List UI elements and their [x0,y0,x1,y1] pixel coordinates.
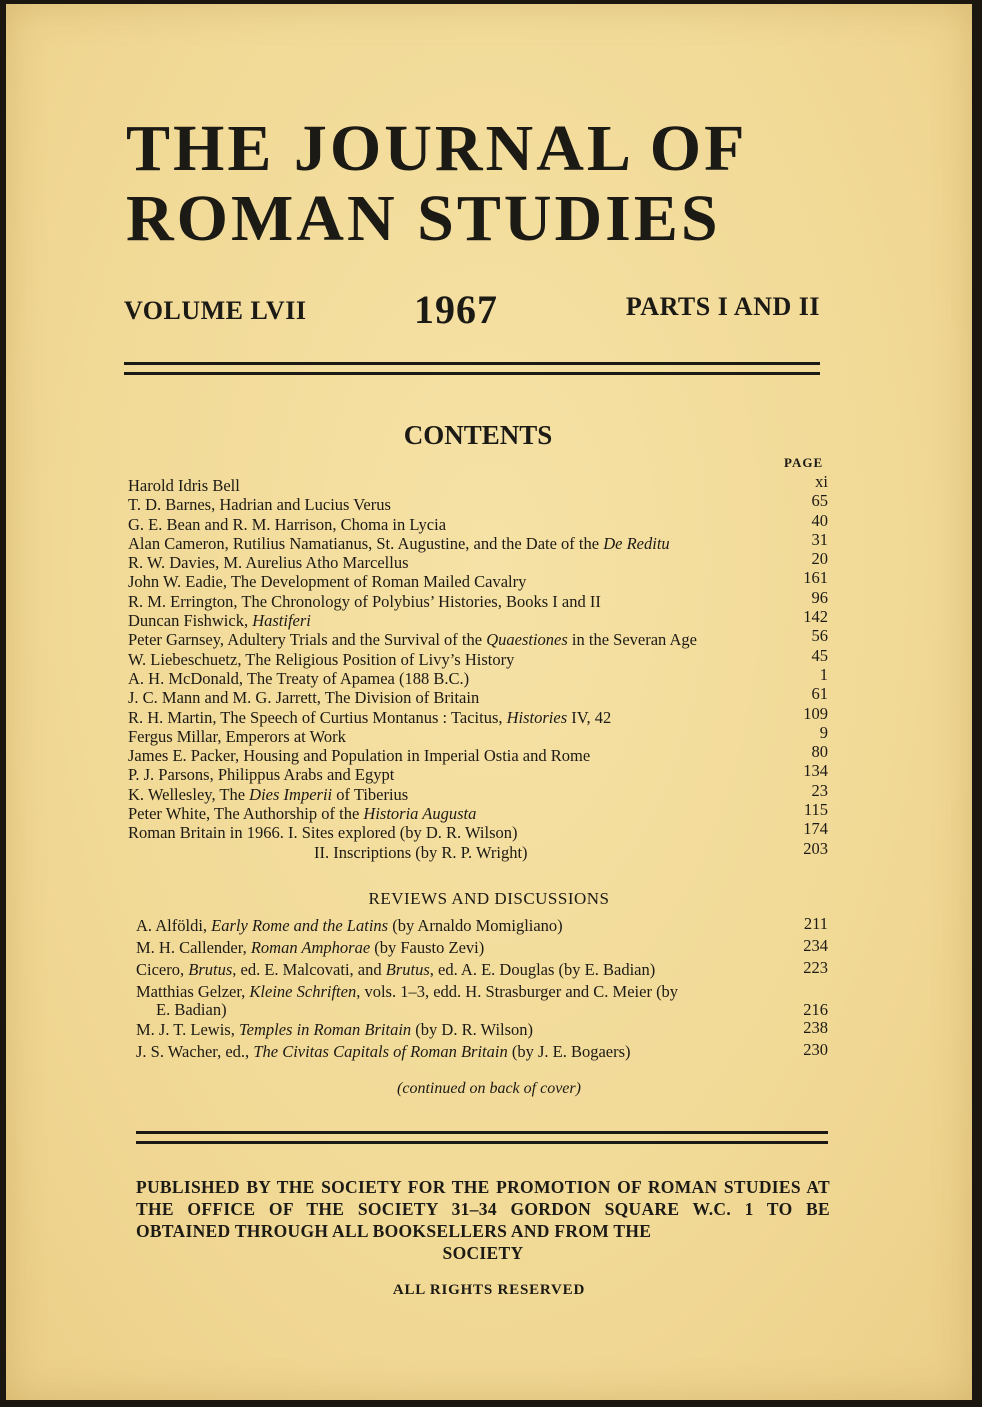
toc-entry-title [128,476,240,495]
toc-entry [128,472,828,495]
review-entry [136,982,828,1020]
toc-entry-title [128,572,526,591]
publisher-statement [136,1176,830,1264]
toc-entry-page: 142 [803,607,828,627]
toc-entry-italic: Hastiferi [252,611,311,631]
toc-entry-title [128,534,670,553]
toc-entry-title [128,785,408,804]
toc-entry-italic: De Reditu [603,533,670,553]
review-entry-title [136,916,563,935]
toc-entry [128,742,828,766]
review-entry-page: 230 [803,1040,828,1059]
toc-entry-page: 61 [811,684,828,704]
toc-entry-page: 45 [811,645,828,665]
toc-entry-italic: Histories [506,707,568,727]
toc-entry-text-tail: of Tiberius [332,784,409,804]
journal-cover [6,4,972,1400]
toc-entry [128,819,828,843]
toc-entry-title [128,746,590,765]
toc-entry-text: G. E. Bean and R. M. Harrison, Choma in Lycia [128,514,447,534]
toc-entry-title [128,515,446,534]
toc-entry-text: Alan Cameron, Rutilius Namatianus, St. Augustine, and the Date of the [128,533,604,553]
rights-notice: ALL RIGHTS RESERVED [392,1282,586,1298]
review-entry-text: (by J. E. Bogaers) [507,1042,631,1061]
toc-entry-title [128,804,476,823]
toc-entry [128,529,828,553]
toc-entry-italic: Quaestiones [486,630,568,650]
toc-entry-text: Peter White, The Authorship of the [128,804,364,824]
toc-entry [128,684,828,708]
toc-entry [128,568,828,592]
toc-entry-text: K. Wellesley, The [128,784,250,804]
review-entry-title [136,982,678,1001]
review-entry-text: , ed. E. Malcovati, and [232,960,386,979]
toc-entry-text: R. H. Martin, The Speech of Curtius Montanus : Tacitus, [128,707,507,727]
toc-entry-title [128,630,697,649]
page-column-heading: PAGE [784,455,824,470]
review-entry-italic: The Civitas Capitals of Roman Britain [253,1042,508,1061]
toc-entry-text-tail: IV, 42 [567,707,612,727]
publisher-text: PUBLISHED BY THE SOCIETY FOR THE PROMOTION OF ROMAN STUDIES AT THE OFFICE OF THE SOCIETY 31–34 GORDON SQUARE W.C. 1 TO BE OBTAINED THROUGH ALL BOOKSELLERS AND FROM THE [136,1177,830,1241]
double-rule-top [124,362,820,375]
review-entry-text: (by Arnaldo Momigliano) [388,916,563,935]
review-entry-page: 211 [803,914,828,933]
toc-entry-page: 9 [819,722,828,742]
toc-entry [128,607,828,631]
toc-entry [128,626,828,650]
toc-entry [128,664,828,688]
review-entry-italic: Brutus [385,960,430,979]
review-entry-title [136,960,655,979]
toc-entry-title [128,592,601,611]
review-entry-text: Matthias Gelzer, [136,982,250,1001]
review-entry-page: 216 [803,1000,828,1019]
review-entry-text: J. S. Wacher, ed., [136,1042,254,1061]
toc-entry [128,491,828,515]
toc-entry-title [128,650,514,669]
review-entry-text: (by Fausto Zevi) [370,938,485,957]
toc-entry-page: 174 [803,819,828,839]
toc-entry-text: James E. Packer, Housing and Population in Imperial Ostia and Rome [128,746,591,766]
toc-entry [128,510,828,534]
review-entry-title [136,1020,533,1039]
reviews-heading: REVIEWS AND DISCUSSIONS [368,889,610,908]
toc-entry-title [314,843,528,862]
review-entry [136,916,828,938]
toc-entry-title [128,553,408,572]
toc-entry-italic: Historia Augusta [363,804,477,824]
toc-entry-italic: Dies Imperii [249,784,333,804]
toc-entry-text-tail: in the Severan Age [567,630,698,650]
toc-entry-text: P. J. Parsons, Philippus Arabs and Egypt [128,765,395,785]
toc-entry-page: 80 [811,742,828,762]
toc-entry-text: Harold Idris Bell [128,476,240,495]
toc-entry-title [128,727,346,746]
review-entry-text: (by D. R. Wilson) [411,1020,534,1039]
review-entry-italic: Brutus [188,960,233,979]
toc-entry-page: 96 [811,587,828,607]
review-entry [136,1020,828,1042]
toc-entry-title [128,611,311,630]
toc-entry-page: 56 [811,626,828,646]
toc-entry-title [128,688,479,707]
publisher-text-last: SOCIETY [442,1243,524,1263]
review-entry-text: M. J. T. Lewis, [136,1020,239,1039]
toc-entry-text: Peter Garnsey, Adultery Trials and the Survival of the [128,630,487,650]
review-entry-continuation: E. Badian) [156,1000,227,1019]
contents-list [128,472,828,862]
toc-entry [128,761,828,785]
toc-entry-page: xi [815,472,828,491]
toc-entry-title [128,765,394,784]
journal-title-line2: ROMAN STUDIES [126,182,721,255]
review-entry-italic: Roman Amphorae [250,938,371,957]
toc-entry-text: Roman Britain in 1966. I. Sites explored (by D. R. Wilson) [128,823,518,843]
toc-entry-page: 20 [811,549,828,569]
year-label: 1967 [414,287,498,332]
review-entry-italic: Kleine Schriften [249,982,357,1001]
toc-entry-text: T. D. Barnes, Hadrian and Lucius Verus [128,495,391,515]
review-entry-title [136,938,484,957]
toc-entry [128,780,828,804]
toc-entry [128,645,828,669]
volume-row [124,286,820,336]
toc-entry-text: J. C. Mann and M. G. Jarrett, The Division of Britain [128,688,480,708]
review-entry-page: 223 [803,958,828,977]
toc-entry [128,703,828,727]
toc-entry-title [128,708,611,727]
parts-label: PARTS I AND II [625,292,820,321]
toc-entry-page: 161 [803,568,828,588]
toc-entry [128,722,828,746]
toc-entry-text: John W. Eadie, The Development of Roman Mailed Cavalry [128,572,527,592]
toc-entry-text: Duncan Fishwick, [128,611,253,631]
toc-entry-text: R. M. Errington, The Chronology of Polybius’ Histories, Books I and II [128,591,601,611]
review-entry-page: 238 [803,1018,828,1037]
review-entry [136,1042,828,1064]
toc-entry [128,549,828,573]
toc-entry-page: 115 [803,800,828,820]
toc-entry-title [128,669,469,688]
toc-entry-page: 23 [811,780,828,800]
toc-entry-text: A. H. McDonald, The Treaty of Apamea (188 B.C.) [128,668,470,688]
toc-entry-text: W. Liebeschuetz, The Religious Position of Livy’s History [128,649,515,669]
toc-entry-page: 1 [819,664,828,684]
review-entry-text: , vols. 1–3, edd. H. Strasburger and C. Meier (by [356,982,679,1001]
journal-title-line1: THE JOURNAL OF [126,112,748,185]
review-entry-page: 234 [803,936,828,955]
review-entry-text: M. H. Callender, [136,938,251,957]
review-entry-italic: Early Rome and the Latins [211,916,389,935]
toc-entry-page: 40 [811,510,828,530]
toc-entry-title [128,823,518,842]
review-entry-text: A. Alföldi, [136,916,212,935]
review-entry-italic: Temples in Roman Britain [238,1020,412,1039]
volume-label: VOLUME LVII [124,296,307,325]
review-entry-text: Cicero, [136,960,189,979]
toc-entry-page: 134 [803,761,828,781]
double-rule-bottom [136,1131,828,1144]
review-entry [136,938,828,960]
toc-entry-page: 109 [803,703,828,723]
toc-entry-page: 31 [811,529,828,549]
toc-entry [128,838,828,862]
toc-entry-text: Fergus Millar, Emperors at Work [128,726,346,746]
review-entry [136,960,828,982]
continued-note: (continued on back of cover) [397,1080,581,1097]
toc-entry-page: 203 [803,838,828,858]
toc-entry [128,800,828,824]
toc-entry [128,587,828,611]
toc-entry-title [128,495,391,514]
review-entry-title [136,1042,631,1061]
toc-entry-text: R. W. Davies, M. Aurelius Atho Marcellus [128,553,409,573]
toc-entry-text: II. Inscriptions (by R. P. Wright) [314,842,528,862]
reviews-list [136,916,828,1064]
toc-entry-page: 65 [811,491,828,511]
review-entry-text: , ed. A. E. Douglas (by E. Badian) [429,960,656,979]
contents-heading: CONTENTS [403,420,553,450]
